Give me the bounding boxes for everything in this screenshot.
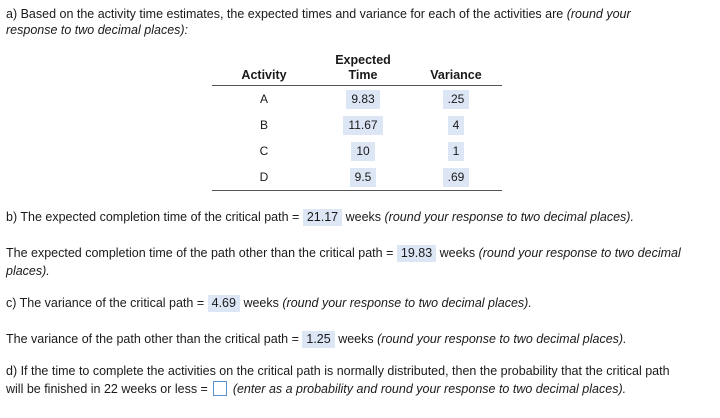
probability-input[interactable]	[213, 381, 227, 396]
part-c-question	[6, 295, 532, 312]
expected-time-value: 11.67	[343, 116, 382, 135]
header-expected-top: Expected	[335, 53, 391, 67]
part-a-text: a) Based on the activity time estimates, the expected times and variance for each of the activities are	[6, 7, 564, 21]
part-c-answer: 4.69	[208, 295, 240, 312]
table-row	[212, 164, 502, 191]
variance-value: .25	[443, 90, 470, 109]
part-b-answer: 21.17	[303, 209, 342, 226]
part-c-unit: weeks	[243, 296, 279, 310]
part-c2-answer: 1.25	[302, 331, 334, 348]
activity-table	[212, 53, 502, 191]
activity-cell: C	[259, 144, 269, 158]
part-b-unit: weeks	[345, 210, 382, 224]
part-b2-question	[6, 245, 681, 262]
part-b-hint: (round your response to two decimal places).	[384, 210, 634, 224]
part-c2-text: The variance of the path other than the critical path =	[6, 332, 299, 346]
part-d-question-cont	[6, 381, 626, 398]
header-expected-time	[316, 53, 410, 86]
variance-value: 4	[448, 116, 465, 135]
activity-cell: B	[259, 118, 268, 132]
activity-cell: D	[212, 164, 316, 191]
table-row	[212, 112, 502, 138]
part-b2-answer: 19.83	[397, 245, 436, 262]
expected-time-value: 10	[351, 142, 374, 161]
part-c2-question	[6, 331, 627, 348]
part-b2-hint-cont: places).	[6, 264, 50, 278]
part-b-question	[6, 209, 634, 226]
part-c-text: c) The variance of the critical path =	[6, 296, 205, 310]
header-variance: Variance	[410, 53, 502, 86]
table-row	[212, 86, 502, 113]
variance-value: .69	[443, 168, 470, 187]
part-b2-hint: (round your response to two decimal	[478, 246, 681, 260]
part-c2-hint: (round your response to two decimal places).	[377, 332, 627, 346]
variance-value: 1	[448, 142, 465, 161]
part-c-hint: (round your response to two decimal places).	[282, 296, 532, 310]
activity-cell: A	[259, 92, 268, 106]
part-d-question: d) If the time to complete the activities on the critical path is normally distributed, then the probability that the critical path	[6, 364, 670, 378]
header-expected-bottom: Time	[348, 68, 378, 82]
expected-time-value: 9.5	[350, 168, 377, 187]
part-c2-unit: weeks	[338, 332, 374, 346]
part-d-hint: (enter as a probability and round your response to two decimal places).	[232, 382, 627, 396]
part-a-hint: (round your	[566, 7, 631, 21]
table-row	[212, 138, 502, 164]
part-b2-unit: weeks	[439, 246, 476, 260]
part-b-text: b) The expected completion time of the critical path =	[6, 210, 300, 224]
part-a-hint-cont: response to two decimal places):	[6, 23, 189, 37]
part-b2-text: The expected completion time of the path other than the critical path =	[6, 246, 394, 260]
header-activity: Activity	[212, 53, 316, 86]
part-a-question	[6, 6, 631, 23]
expected-time-value: 9.83	[346, 90, 379, 109]
part-d-text: will be finished in 22 weeks or less =	[6, 382, 208, 396]
